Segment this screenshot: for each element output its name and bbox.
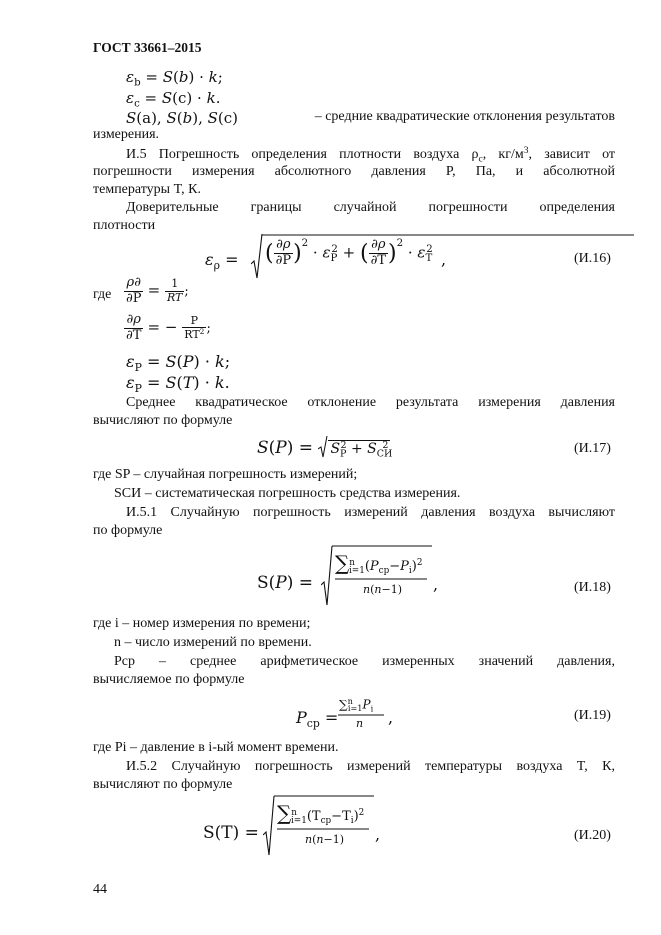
clause-i5-line-2: погрешности измерения абсолютного давления P, Па, и абсолютной xyxy=(93,164,615,179)
clause-i52-line-2: вычисляют по формуле xyxy=(93,777,233,792)
equation-18-number: (И.18) xyxy=(574,580,611,595)
sqrt-sign xyxy=(321,545,333,607)
pressure-sd-line-2: вычисляют по формуле xyxy=(93,413,233,428)
confidence-line-2: плотности xyxy=(93,218,156,233)
where-pcp: Pср – среднее арифметическое измеренных значений давления, xyxy=(114,654,615,669)
formula-drho-dt: $\frac{\partial\rho}{\partial T}$ = − $\frac{P}{RT^2}$ ; xyxy=(126,312,211,343)
clause-i5-line-3: температуры T, К. xyxy=(93,182,201,197)
sqrt-sign xyxy=(263,795,275,857)
formula-eps-p: $\varepsilon_P = S(P) \cdot k$; xyxy=(126,352,231,374)
where-pcp-line-2: вычисляемое по формуле xyxy=(93,672,245,687)
where-sp: где SP – случайная погрешность измерений; xyxy=(93,467,358,482)
s-definition-line: S(a), S(b), S(c) – средние квадратические отклонения результатов xyxy=(126,109,615,127)
where-pi: где Pi – давление в i-ый момент времени. xyxy=(93,740,339,755)
where-n: n – число измерений по времени. xyxy=(114,635,312,650)
equation-19-number: (И.19) xyxy=(574,708,611,723)
equation-18: S(P) = $\sum^n_{i=1}(P_{ср}-P_i)^2$ n(n−1) , xyxy=(257,545,447,609)
clause-i51-line-2: по формуле xyxy=(93,523,163,538)
formula-eps-t: $\varepsilon_P = S(T) \cdot k$. xyxy=(126,373,230,395)
where-i: где i – номер измерения по времени; xyxy=(93,616,311,631)
document-header: ГОСТ 33661–2015 xyxy=(93,40,202,55)
where-label: где xyxy=(93,287,112,302)
s-definition-line-2: измерения. xyxy=(93,127,160,142)
equation-16-number: (И.16) xyxy=(574,251,611,266)
s-definition-text: – средние квадратические отклонения результатов xyxy=(314,109,615,124)
equation-17: $S(P) = S_P^2 + S_{СИ}^2$ xyxy=(257,435,390,459)
pressure-sd-line-1: Среднее квадратическое отклонение результата измерения давления xyxy=(126,395,615,410)
where-sci: SСИ – систематическая погрешность средства измерения. xyxy=(114,486,461,501)
formula-drho-dp: $\frac{\rho\partial}{\partial P}$ = $\frac{1}{RT}$ ; xyxy=(126,275,189,306)
clause-i5-line-1: И.5 Погрешность определения плотности воздуха $\rho_с$, $кг/м^3$, зависит от xyxy=(126,146,615,165)
sqrt-sign xyxy=(318,435,328,459)
sqrt-sign xyxy=(251,234,263,280)
confidence-line-1: Доверительные границы случайной погрешности определения xyxy=(126,200,615,215)
clause-i51-line-1: И.5.1 Случайную погрешность измерений давления воздуха вычисляют xyxy=(126,505,615,520)
equation-17-number: (И.17) xyxy=(574,441,611,456)
formula-eps-b: $\varepsilon_b = S(b) \cdot k$; xyxy=(126,68,223,89)
clause-i52-line-1: И.5.2 Случайную погрешность измерений температуры воздуха T, К, xyxy=(126,759,615,774)
page-number: 44 xyxy=(93,882,107,897)
equation-20: S(T) = $\sum^n_{i=1}(T_{ср}-T_i)^2$ n(n−1) , xyxy=(203,795,393,859)
formula-eps-c: $\varepsilon_c = S(c) \cdot k$. xyxy=(126,89,221,110)
sqrt-bar xyxy=(262,234,634,236)
equation-20-number: (И.20) xyxy=(574,828,611,843)
